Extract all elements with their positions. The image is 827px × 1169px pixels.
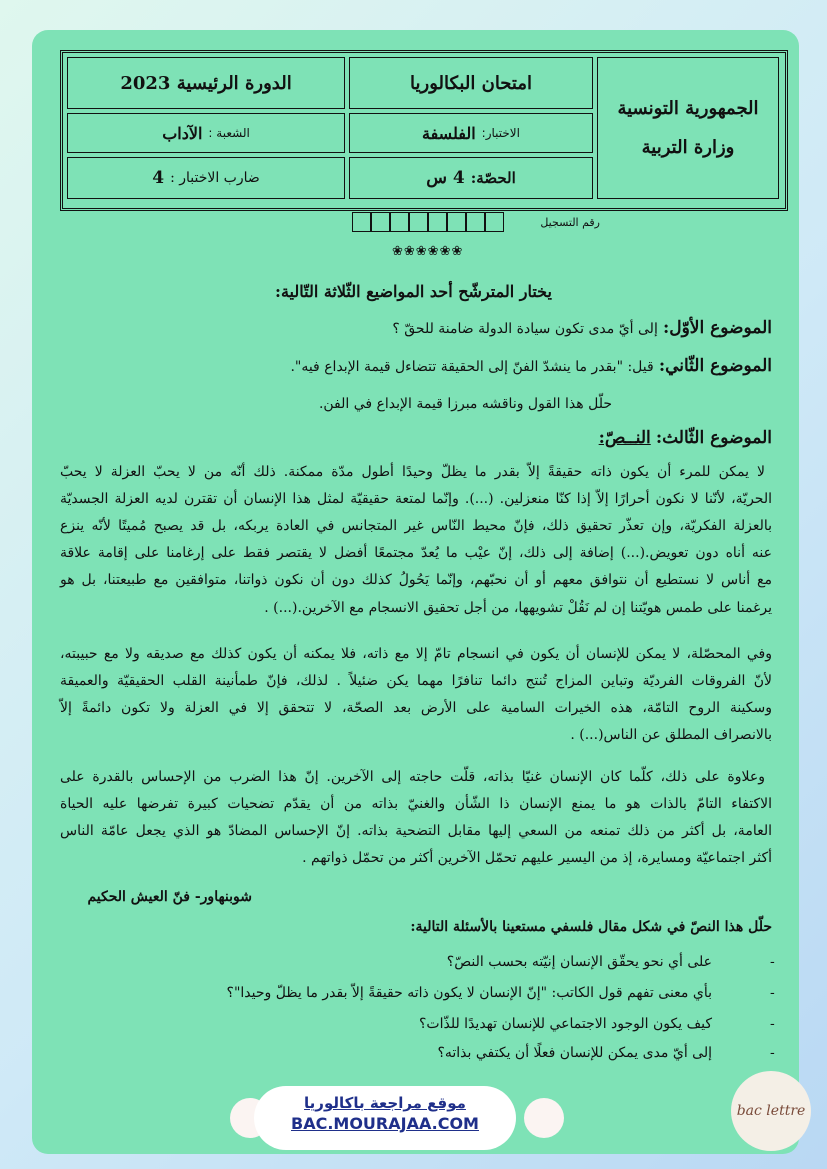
topic-1-title: الموضوع الأوّل:: [662, 318, 772, 338]
topic-2: [60, 356, 772, 376]
bac-lettre-badge: bac lettre: [731, 1071, 811, 1151]
registration-box[interactable]: [466, 212, 485, 232]
topic-3: [60, 428, 772, 448]
question-bullet: -: [770, 1016, 775, 1032]
main-instruction: يختار المترشّح أحد المواضيع الثّلاثة التّالية:: [275, 282, 552, 301]
subject-value: الفلسفة: [422, 123, 476, 143]
site-name[interactable]: موقع مراجعة باكالوريا: [304, 1094, 466, 1112]
question-bullet: -: [770, 1045, 775, 1061]
subject-cell: [349, 113, 593, 153]
passage-line: وسكينة الروح التامّة، هذه الخيرات السامية على الأرض بعد الصحّة، لا تتحقق إلا في العزلة ولا تكون دائمةً إلاّ: [60, 700, 772, 716]
passage-line: عنه أناه دون تعويض.(...) إضافة إلى ذلك، إنّ عيْب ما يُعدّ مجتمعًا أفضل لا يقتصر فقط على إرغامنا على إقامة علاقة: [60, 545, 772, 561]
coefficient-cell: [67, 157, 345, 199]
site-footer-banner[interactable]: [254, 1086, 516, 1150]
registration-box[interactable]: [390, 212, 409, 232]
registration-label: رقم التسجيل: [540, 216, 600, 229]
subject-label: الاختبار:: [481, 126, 520, 140]
registration-box[interactable]: [428, 212, 447, 232]
passage-line: أكثر اجتماعيّة ومسايرة، إذ من اليسير عليهم تحمّل الآخرين أكثر من تحمّل ذواتهم .: [302, 850, 772, 866]
topic-2-task: حلّل هذا القول وناقشه مبرزا قيمة الإبداع في الفن.: [318, 396, 612, 412]
registration-box[interactable]: [447, 212, 466, 232]
passage-line: يرغمنا على طمس هويّتنا إن لم نَقُلْ تشويهها، من أجل تحقيق الانسجام مع الآخرين.(...) .: [264, 600, 772, 616]
registration-box[interactable]: [371, 212, 390, 232]
registration-box[interactable]: [409, 212, 428, 232]
registration-number: [340, 212, 600, 236]
passage-line: لا يمكن للمرء أن يكون ذاته حقيقةً إلاّ بقدر ما يظلّ وحيدًا أطول مدّة ممكنة. ذلك أنّه من لا يحبّ العزلة لا يحبّ: [60, 464, 765, 480]
topic-2-title: الموضوع الثّاني:: [658, 356, 772, 376]
branch-label: الشعبة :: [208, 126, 250, 140]
passage-line: الاكتفاء التامّ بالذات هو ما يمنع الإنسان ذا الشّأن والغنيّ بذاته من أن يقدّم تضحيات كبيرة تفرضها عليه الحياة: [60, 796, 772, 812]
branch-cell: [67, 113, 345, 153]
decorative-flowers: ❀❀❀❀❀❀: [392, 244, 464, 259]
passage-line: لأنّ الفروقات الفرديّة وتباين المزاج تُنتج دائما تنافرًا مهما يكن ضئيلاً . لذلك، فإنّ طمأنينة القلب الحقيقيّة والعميقة: [60, 673, 772, 689]
country-name: الجمهورية التونسية: [617, 98, 759, 119]
passage-line: الحريّة، لأنّنا لا نكون أحرارًا إلاّ إذا كنّا منعزلين. (...). وإنّما لمتعة حقيقيّة لمثل هذا الإنسان أن تقترن لديه العزلة الجسديّة: [60, 491, 772, 507]
duration-cell: [349, 157, 593, 199]
country-cell: [597, 57, 779, 199]
question-bullet: -: [770, 985, 775, 1001]
passage-line: مع أناس لا نستطيع أن نتوافق معهم أو أن نحبّهم، وإنّما يَحُولُ كذلك دون أن نكون ذواتنا، متوافقين مع طبيعتنا، بل هو: [60, 572, 772, 588]
question-item: إلى أيّ مدى يمكن للإنسان فعلًا أن يكتفي بذاته؟: [437, 1045, 712, 1061]
branch-value: الآداب: [162, 123, 203, 143]
question-item: على أي نحو يحقّق الإنسان إنيّته بحسب النصّ؟: [446, 954, 712, 970]
analysis-instruction: حلّل هذا النصّ في شكل مقال فلسفي مستعينا بالأسئلة التالية:: [410, 919, 772, 935]
coefficient-label: ضارب الاختبار :: [170, 170, 260, 186]
topic-2-text: قيل: "بقدر ما ينشدّ الفنّ إلى الحقيقة تتضاءل قيمة الإبداع فيه".: [290, 359, 654, 375]
question-item: بأي معنى تفهم قول الكاتب: "إنّ الإنسان لا يكون ذاته حقيقةً إلاّ بقدر ما يظلّ وحيدا"؟: [226, 985, 712, 1001]
passage-line: وعلاوة على ذلك، كلّما كان الإنسان غنيّا بذاته، قلّت حاجته إلى الآخرين. إنّ هذا الضرب من الإحساس بالقدرة على: [60, 769, 765, 785]
exam-title: امتحان البكالوريا: [410, 72, 532, 94]
registration-box[interactable]: [352, 212, 371, 232]
passage-line: وفي المحصّلة، لا يمكن للإنسان أن يكون في انسجام تامّ إلا مع ذاته، فلا يمكنه أن يكون كذلك مع صديقه ولا مع حبيبته،: [60, 646, 772, 662]
topic-1-text: إلى أيّ مدى تكون سيادة الدولة ضامنة للحقّ ؟: [392, 321, 658, 337]
topic-3-subtitle: النــصّ:: [598, 428, 651, 448]
duration-label: الحصّة:: [470, 169, 516, 187]
session-cell: [67, 57, 345, 109]
site-url[interactable]: BAC.MOURAJAA.COM: [291, 1114, 479, 1133]
registration-box[interactable]: [485, 212, 504, 232]
passage-line: العامة، بل أكثر من ذلك تمنعه من السعي إليها مقابل التضحية بذاته. إنّ الإحساس المضادّ هو الذي يجعل عامّة الناس: [60, 823, 772, 839]
topic-1: [60, 318, 772, 338]
text-source: شوبنهاور- فنّ العيش الحكيم: [87, 889, 252, 905]
question-item: كيف يكون الوجود الاجتماعي للإنسان تهديدًا للذّات؟: [418, 1016, 712, 1032]
exam-header-table: [60, 50, 788, 211]
duration-value: 4 س: [426, 168, 465, 188]
passage-line: بالانصراف المطلق عن الناس(...) .: [570, 727, 772, 743]
coefficient-value: 4: [152, 168, 165, 188]
exam-title-cell: [349, 57, 593, 109]
question-bullet: -: [770, 954, 775, 970]
ministry-name: وزارة التربية: [641, 137, 735, 158]
topic-3-title: الموضوع الثّالث:: [655, 428, 772, 448]
session-title: الدورة الرئيسية 2023: [120, 72, 292, 94]
site-logo-right: [524, 1098, 564, 1138]
passage-line: بالعزلة الفكريّة، وإن تعذّر تحقيق ذلك، فإنّ محيط النّاس غير المتجانس في العادة يربكه، بل قد يصبح مُميتًا لأنّه ينزع: [60, 518, 772, 534]
